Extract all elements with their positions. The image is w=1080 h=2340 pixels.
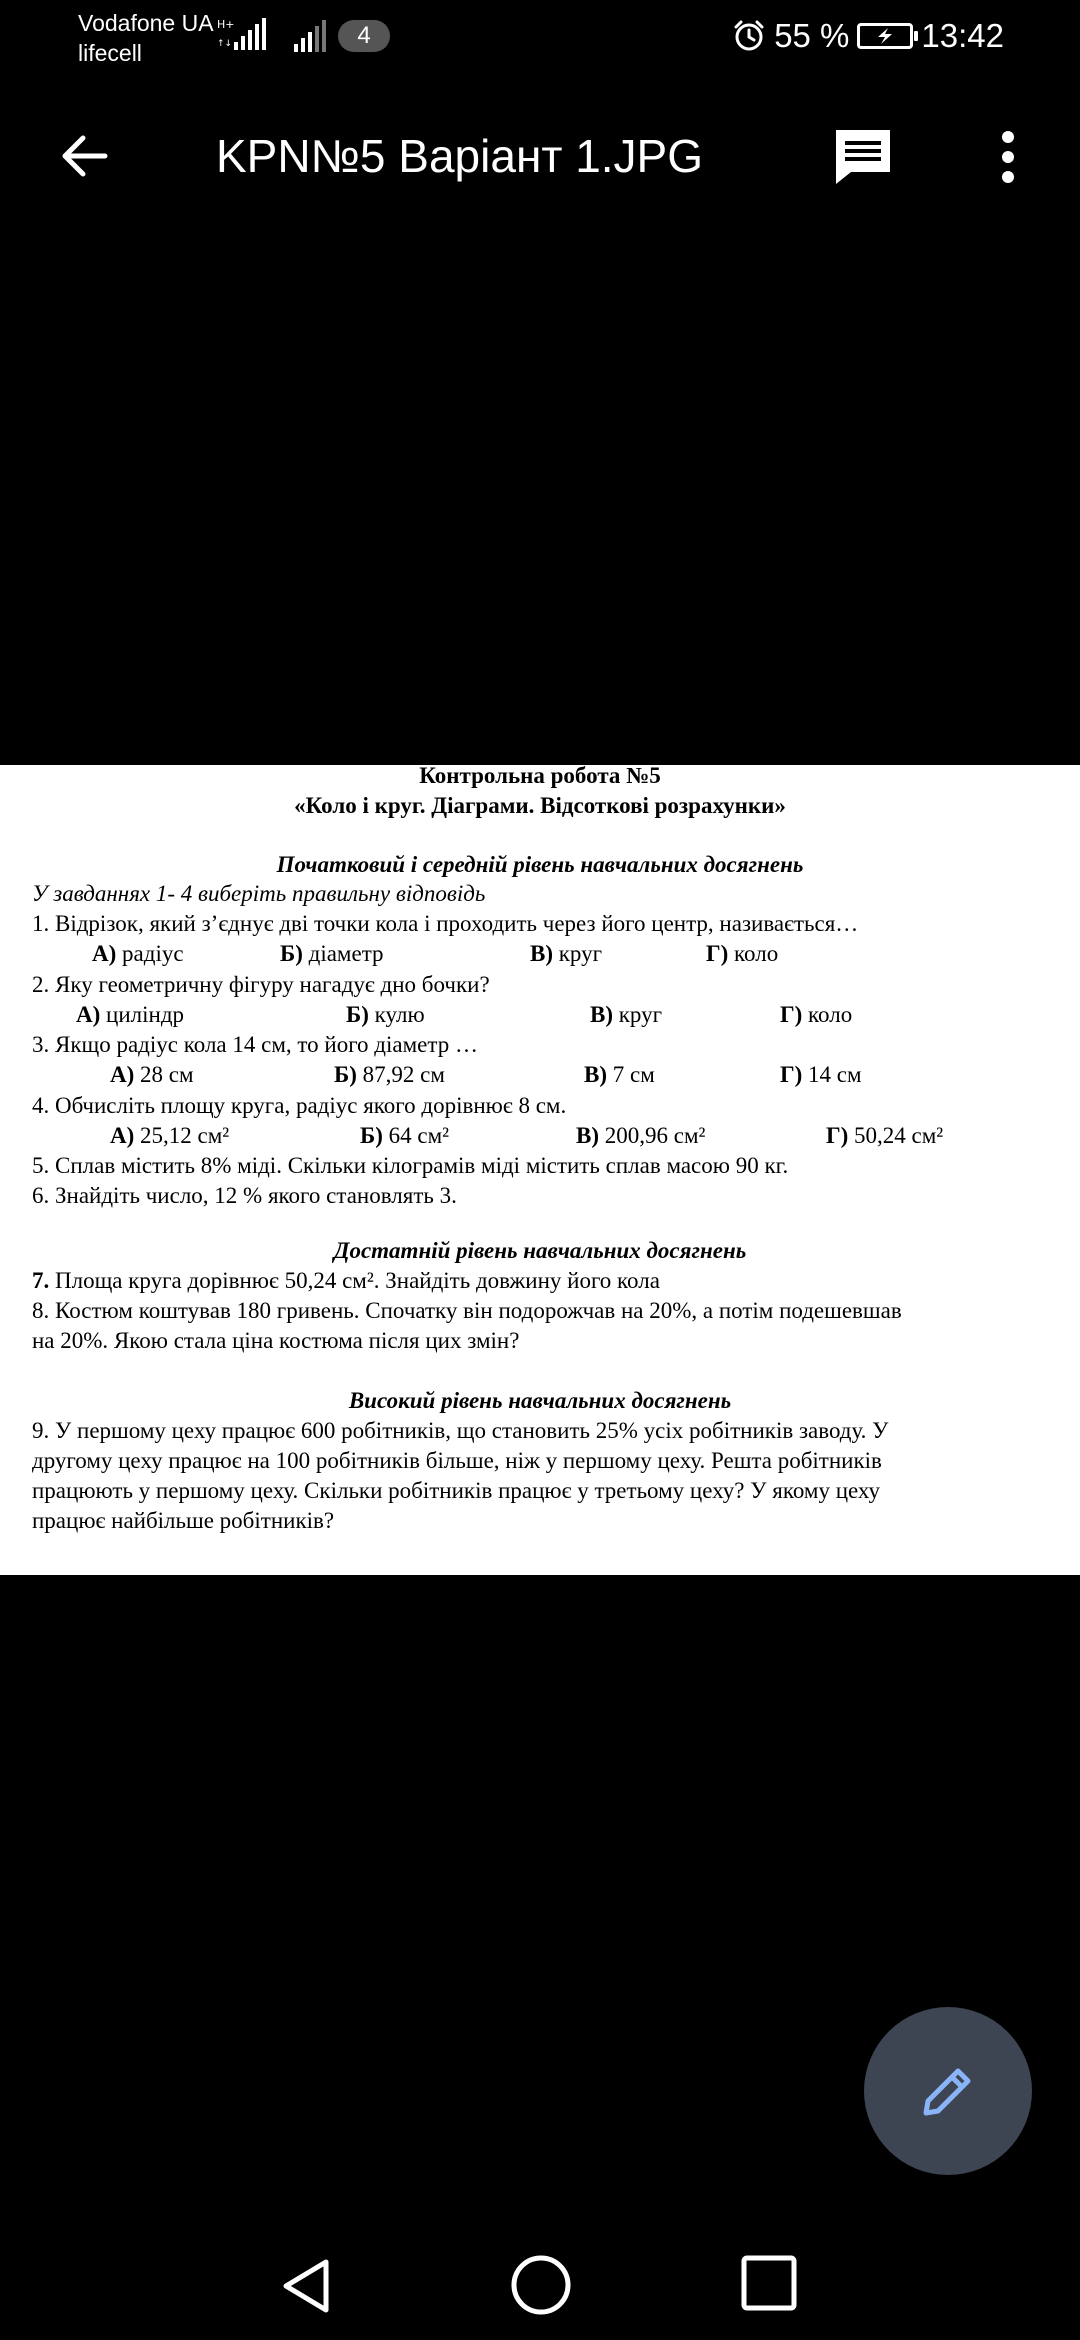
q4-option-a: А) 25,12 см²: [110, 1123, 230, 1148]
alarm-icon: [732, 19, 766, 53]
question-8-line-1: 8. Костюм коштував 180 гривень. Спочатку він подорожчав на 20%, а потім подешевшав: [32, 1298, 902, 1323]
more-vert-icon: [998, 129, 1018, 185]
q3-option-b: Б) 87,92 см: [334, 1062, 445, 1087]
sim-badge: 4: [338, 20, 390, 52]
edit-fab-button[interactable]: [864, 2007, 1032, 2175]
q3-option-d: Г) 14 см: [780, 1062, 862, 1087]
comment-icon: [833, 127, 893, 187]
svg-text:H+: H+: [217, 18, 235, 31]
question-9-line-2: другому цеху працює на 100 робітників більше, ніж у першому цеху. Решта робітників: [32, 1448, 882, 1473]
doc-title: Контрольна робота №5: [419, 765, 661, 788]
q2-option-d: Г) коло: [780, 1002, 853, 1027]
question-6: 6. Знайдіть число, 12 % якого становлять 3.: [32, 1183, 457, 1208]
doc-subtitle: «Коло і круг. Діаграми. Відсоткові розрахунки»: [294, 793, 786, 818]
signal-strength-icon: [217, 16, 269, 52]
carrier-name-2: lifecell: [78, 40, 142, 66]
section-heading-sufficient: Достатній рівень навчальних досягнень: [333, 1238, 747, 1263]
signal-strength-2-icon: [292, 20, 326, 52]
q2-option-b: Б) кулю: [346, 1002, 425, 1027]
back-button[interactable]: [52, 124, 116, 188]
svg-text:↑↓: ↑↓: [217, 39, 233, 49]
battery-charging-icon: [857, 23, 913, 49]
q1-option-a: А) радіус: [92, 941, 184, 966]
section-heading-high: Високий рівень навчальних досягнень: [348, 1388, 732, 1413]
question-7: 7. Площа круга дорівнює 50,24 см². Знайдіть довжину його кола: [32, 1268, 660, 1293]
question-9-line-4: працює найбільше робітників?: [32, 1508, 335, 1533]
nav-back-icon[interactable]: [278, 2256, 338, 2316]
pencil-icon: [916, 2059, 980, 2123]
q1-option-c: В) круг: [530, 941, 603, 966]
carrier-info: [78, 8, 214, 68]
question-8-line-2: на 20%. Якою стала ціна костюма після цих змін?: [32, 1328, 520, 1353]
q4-option-c: В) 200,96 см²: [576, 1123, 706, 1148]
question-1: 1. Відрізок, який з’єднує дві точки кола і проходить через його центр, називається…: [32, 911, 859, 936]
q2-option-a: А) циліндр: [76, 1002, 185, 1027]
nav-home-icon[interactable]: [510, 2254, 572, 2316]
comments-button[interactable]: [828, 122, 898, 192]
clock: 13:42: [921, 17, 1004, 54]
q1-option-b: Б) діаметр: [280, 941, 384, 966]
more-options-button[interactable]: [976, 122, 1040, 192]
carrier-name-1: Vodafone UA: [78, 10, 214, 36]
status-right: [732, 16, 1004, 56]
question-9-line-3: працюють у першому цеху. Скільки робітників працює у третьому цеху? У якому цеху: [32, 1478, 881, 1503]
question-3: 3. Якщо радіус кола 14 см, то його діаметр …: [32, 1032, 478, 1057]
document-image[interactable]: [0, 765, 1080, 1575]
file-title: KPN№5 Варіант 1.JPG: [216, 130, 704, 182]
section-heading-basic: Початковий і середній рівень навчальних досягнень: [276, 852, 804, 877]
question-4: 4. Обчисліть площу круга, радіус якого дорівнює 8 см.: [32, 1093, 567, 1118]
instruction: У завданнях 1- 4 виберіть правильну відповідь: [32, 881, 486, 906]
nav-recents-icon[interactable]: [740, 2254, 798, 2312]
q1-option-d: Г) коло: [706, 941, 779, 966]
q2-option-c: В) круг: [590, 1002, 663, 1027]
back-arrow-icon: [57, 129, 111, 183]
question-2: 2. Яку геометричну фігуру нагадує дно бочки?: [32, 972, 490, 997]
question-5: 5. Сплав містить 8% міді. Скільки кілограмів міді містить сплав масою 90 кг.: [32, 1153, 789, 1178]
q3-option-a: А) 28 см: [110, 1062, 194, 1087]
q4-option-d: Г) 50,24 см²: [826, 1123, 944, 1148]
q3-option-c: В) 7 см: [584, 1062, 655, 1087]
question-9-line-1: 9. У першому цеху працює 600 робітників, що становить 25% усіх робітників заводу. У: [32, 1418, 889, 1443]
q4-option-b: Б) 64 см²: [360, 1123, 450, 1148]
battery-percent: 55 %: [774, 17, 850, 54]
